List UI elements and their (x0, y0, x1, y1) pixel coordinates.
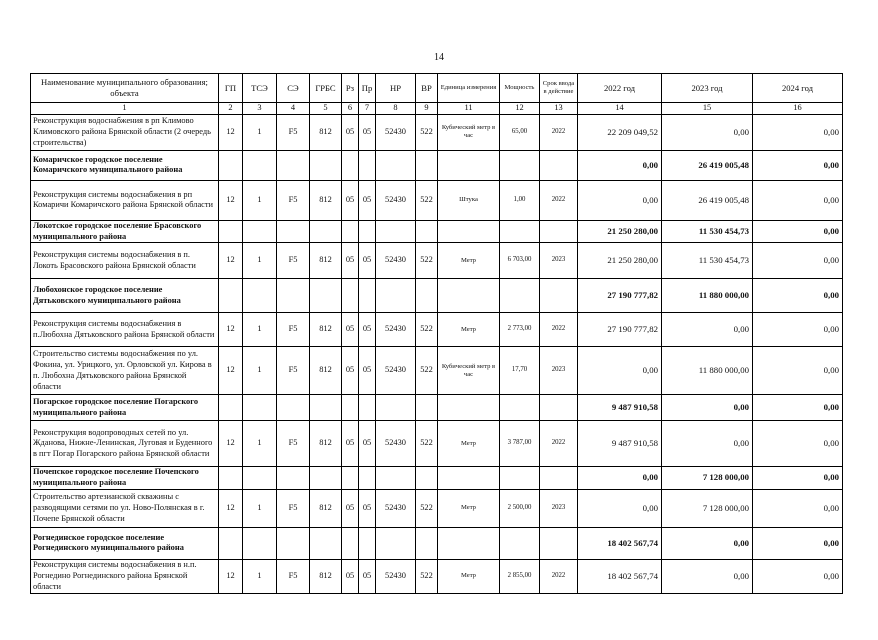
cell-tse: 1 (243, 243, 277, 279)
cell-se (277, 395, 310, 421)
cell-vr: 522 (416, 243, 438, 279)
cell-gp: 12 (219, 243, 243, 279)
table-row (31, 489, 843, 527)
object-name: Реконструкция системы водоснабжения в п. Локоть Брасовского района Брянской области (31, 243, 219, 279)
header-capacity: Мощность (500, 74, 540, 103)
cell-capacity (500, 220, 540, 243)
cell-pr (359, 220, 376, 243)
cell-se: F5 (277, 347, 310, 395)
section-row (31, 527, 843, 559)
cell-unit: Кубический метр в час (438, 114, 500, 150)
cell-vr: 522 (416, 180, 438, 220)
cell-nr (376, 395, 416, 421)
cell-grbs: 812 (310, 347, 342, 395)
cell-capacity: 2 773,00 (500, 313, 540, 347)
cell-deadline (540, 220, 578, 243)
cell-gp: 12 (219, 114, 243, 150)
cell-vr (416, 395, 438, 421)
section-row (31, 220, 843, 243)
cell-rz: 05 (342, 114, 359, 150)
cell-se (277, 467, 310, 490)
object-name: Рогнединское городское поселение Рогнединского муниципального района (31, 527, 219, 559)
cell-gp (219, 527, 243, 559)
cell-deadline: 2023 (540, 347, 578, 395)
section-row (31, 279, 843, 313)
cell-2023: 0,00 (662, 527, 753, 559)
cell-pr: 05 (359, 347, 376, 395)
cell-2022: 22 209 049,52 (578, 114, 662, 150)
cell-tse: 1 (243, 313, 277, 347)
cell-nr (376, 220, 416, 243)
page-number: 14 (434, 52, 444, 63)
cell-2024: 0,00 (753, 150, 843, 180)
cell-capacity: 2 500,00 (500, 489, 540, 527)
cell-2022: 0,00 (578, 150, 662, 180)
cell-nr: 52430 (376, 421, 416, 467)
cell-nr (376, 527, 416, 559)
column-number: 16 (753, 103, 843, 115)
table-row (31, 313, 843, 347)
cell-tse (243, 150, 277, 180)
cell-deadline: 2022 (540, 180, 578, 220)
column-number: 15 (662, 103, 753, 115)
column-number-row (31, 103, 843, 115)
column-number: 13 (540, 103, 578, 115)
cell-grbs (310, 467, 342, 490)
cell-se: F5 (277, 243, 310, 279)
column-number: 9 (416, 103, 438, 115)
cell-capacity: 1,00 (500, 180, 540, 220)
cell-nr: 52430 (376, 114, 416, 150)
cell-vr (416, 467, 438, 490)
cell-2023: 11 530 454,73 (662, 243, 753, 279)
object-name: Погарское городское поселение Погарского муниципального района (31, 395, 219, 421)
cell-nr: 52430 (376, 347, 416, 395)
cell-grbs: 812 (310, 559, 342, 593)
header-nr: НР (376, 74, 416, 103)
column-number: 6 (342, 103, 359, 115)
section-row (31, 467, 843, 490)
cell-gp (219, 150, 243, 180)
cell-se: F5 (277, 313, 310, 347)
cell-rz: 05 (342, 243, 359, 279)
cell-2022: 21 250 280,00 (578, 220, 662, 243)
table-row (31, 243, 843, 279)
cell-unit (438, 220, 500, 243)
cell-capacity (500, 395, 540, 421)
cell-2024: 0,00 (753, 243, 843, 279)
cell-grbs: 812 (310, 114, 342, 150)
cell-2022: 0,00 (578, 347, 662, 395)
cell-se: F5 (277, 559, 310, 593)
cell-2022: 0,00 (578, 180, 662, 220)
object-name: Реконструкция водоснабжения в рп Климово Климовского района Брянской области (2 очередь строительства) (31, 114, 219, 150)
cell-grbs (310, 220, 342, 243)
cell-tse: 1 (243, 347, 277, 395)
cell-tse (243, 220, 277, 243)
section-row (31, 395, 843, 421)
cell-2022: 0,00 (578, 489, 662, 527)
header-vr: ВР (416, 74, 438, 103)
cell-pr: 05 (359, 559, 376, 593)
cell-pr (359, 279, 376, 313)
section-row (31, 150, 843, 180)
cell-deadline (540, 395, 578, 421)
cell-rz: 05 (342, 180, 359, 220)
cell-gp (219, 467, 243, 490)
cell-grbs: 812 (310, 243, 342, 279)
cell-2024: 0,00 (753, 220, 843, 243)
cell-2024: 0,00 (753, 180, 843, 220)
cell-pr: 05 (359, 421, 376, 467)
cell-capacity: 6 703,00 (500, 243, 540, 279)
cell-deadline: 2022 (540, 421, 578, 467)
header-se: СЭ (277, 74, 310, 103)
cell-se: F5 (277, 421, 310, 467)
cell-unit (438, 527, 500, 559)
cell-unit: Метр (438, 313, 500, 347)
cell-grbs (310, 395, 342, 421)
cell-vr (416, 150, 438, 180)
cell-2023: 0,00 (662, 421, 753, 467)
cell-rz (342, 150, 359, 180)
cell-2023: 0,00 (662, 114, 753, 150)
cell-rz (342, 467, 359, 490)
cell-unit: Кубический метр в час (438, 347, 500, 395)
cell-2022: 18 402 567,74 (578, 559, 662, 593)
cell-gp: 12 (219, 180, 243, 220)
cell-nr: 52430 (376, 243, 416, 279)
cell-tse: 1 (243, 421, 277, 467)
cell-rz: 05 (342, 489, 359, 527)
column-number: 12 (500, 103, 540, 115)
object-name: Почепское городское поселение Почепского муниципального района (31, 467, 219, 490)
cell-nr: 52430 (376, 180, 416, 220)
table-row (31, 421, 843, 467)
object-name: Любохонское городское поселение Дятьковского муниципального района (31, 279, 219, 313)
column-number: 3 (243, 103, 277, 115)
object-name: Реконструкция системы водоснабжения в н.п. Рогнедино Рогнединского района Брянской области (31, 559, 219, 593)
cell-gp (219, 279, 243, 313)
cell-2022: 21 250 280,00 (578, 243, 662, 279)
table-row (31, 180, 843, 220)
cell-se (277, 279, 310, 313)
cell-rz: 05 (342, 313, 359, 347)
cell-2022: 27 190 777,82 (578, 279, 662, 313)
column-number: 14 (578, 103, 662, 115)
header-grbs: ГРБС (310, 74, 342, 103)
cell-nr: 52430 (376, 313, 416, 347)
cell-tse (243, 279, 277, 313)
cell-pr (359, 150, 376, 180)
cell-2023: 26 419 005,48 (662, 180, 753, 220)
cell-grbs (310, 279, 342, 313)
cell-deadline: 2022 (540, 114, 578, 150)
cell-capacity (500, 467, 540, 490)
cell-vr: 522 (416, 114, 438, 150)
cell-deadline (540, 279, 578, 313)
header-tse: ТСЭ (243, 74, 277, 103)
cell-2024: 0,00 (753, 421, 843, 467)
cell-nr (376, 150, 416, 180)
cell-gp: 12 (219, 489, 243, 527)
cell-tse: 1 (243, 180, 277, 220)
header-2023: 2023 год (662, 74, 753, 103)
cell-2024: 0,00 (753, 313, 843, 347)
cell-capacity: 2 855,00 (500, 559, 540, 593)
cell-2023: 11 880 000,00 (662, 347, 753, 395)
cell-grbs: 812 (310, 421, 342, 467)
header-2024: 2024 год (753, 74, 843, 103)
header-unit: Единица измерения (438, 74, 500, 103)
column-number: 7 (359, 103, 376, 115)
cell-capacity: 3 787,00 (500, 421, 540, 467)
cell-2022: 9 487 910,58 (578, 395, 662, 421)
cell-se (277, 527, 310, 559)
cell-grbs: 812 (310, 489, 342, 527)
column-number: 2 (219, 103, 243, 115)
cell-capacity (500, 527, 540, 559)
cell-capacity (500, 279, 540, 313)
cell-deadline (540, 467, 578, 490)
cell-vr: 522 (416, 347, 438, 395)
cell-gp: 12 (219, 559, 243, 593)
cell-rz: 05 (342, 421, 359, 467)
cell-unit (438, 395, 500, 421)
cell-deadline: 2023 (540, 489, 578, 527)
header-gp: ГП (219, 74, 243, 103)
column-number: 8 (376, 103, 416, 115)
cell-2024: 0,00 (753, 559, 843, 593)
object-name: Строительство системы водоснабжения по ул. Фокина, ул. Урицкого, ул. Орловской ул. Кирова в п. Любохна Дятьковского района Брянской области (31, 347, 219, 395)
cell-vr (416, 527, 438, 559)
header-name: Наименование муниципального образования; объекта (31, 74, 219, 103)
cell-grbs (310, 150, 342, 180)
column-number: 1 (31, 103, 219, 115)
cell-2022: 27 190 777,82 (578, 313, 662, 347)
cell-se: F5 (277, 180, 310, 220)
cell-tse: 1 (243, 489, 277, 527)
cell-capacity: 65,00 (500, 114, 540, 150)
cell-tse: 1 (243, 559, 277, 593)
cell-2024: 0,00 (753, 489, 843, 527)
table-row (31, 347, 843, 395)
cell-2023: 7 128 000,00 (662, 467, 753, 490)
cell-gp (219, 395, 243, 421)
cell-vr: 522 (416, 559, 438, 593)
cell-2023: 0,00 (662, 313, 753, 347)
object-name: Строительство артезианской скважины с разводящими сетями по ул. Ново-Полянская в г. Почепе Брянской области (31, 489, 219, 527)
column-number: 4 (277, 103, 310, 115)
cell-pr: 05 (359, 489, 376, 527)
cell-unit (438, 150, 500, 180)
cell-vr (416, 279, 438, 313)
column-number: 11 (438, 103, 500, 115)
cell-deadline: 2022 (540, 559, 578, 593)
object-name: Реконструкция системы водоснабжения в п.Любохна Дятьковского района Брянской области (31, 313, 219, 347)
cell-vr: 522 (416, 421, 438, 467)
cell-pr (359, 467, 376, 490)
cell-vr: 522 (416, 313, 438, 347)
cell-unit (438, 279, 500, 313)
cell-nr (376, 467, 416, 490)
cell-unit: Штука (438, 180, 500, 220)
cell-deadline: 2023 (540, 243, 578, 279)
cell-se: F5 (277, 489, 310, 527)
cell-2024: 0,00 (753, 347, 843, 395)
cell-pr: 05 (359, 243, 376, 279)
header-pr: Пр (359, 74, 376, 103)
cell-rz: 05 (342, 559, 359, 593)
cell-2023: 7 128 000,00 (662, 489, 753, 527)
cell-capacity: 17,70 (500, 347, 540, 395)
cell-deadline (540, 150, 578, 180)
cell-vr (416, 220, 438, 243)
cell-unit (438, 467, 500, 490)
cell-capacity (500, 150, 540, 180)
cell-vr: 522 (416, 489, 438, 527)
cell-pr: 05 (359, 313, 376, 347)
object-name: Реконструкция системы водоснабжения в рп Комаричи Комаричского района Брянской области (31, 180, 219, 220)
header-deadline: Срок ввода в действие (540, 74, 578, 103)
header-rz: Рз (342, 74, 359, 103)
cell-2023: 0,00 (662, 559, 753, 593)
cell-tse (243, 467, 277, 490)
cell-2022: 0,00 (578, 467, 662, 490)
cell-grbs: 812 (310, 313, 342, 347)
object-name: Локотское городское поселение Брасовского муниципального района (31, 220, 219, 243)
cell-2024: 0,00 (753, 527, 843, 559)
cell-nr: 52430 (376, 559, 416, 593)
cell-unit: Метр (438, 421, 500, 467)
cell-se (277, 150, 310, 180)
cell-tse (243, 527, 277, 559)
cell-unit: Метр (438, 243, 500, 279)
cell-pr (359, 395, 376, 421)
cell-pr: 05 (359, 180, 376, 220)
column-number: 5 (310, 103, 342, 115)
header-row (31, 74, 843, 103)
cell-gp: 12 (219, 347, 243, 395)
cell-gp: 12 (219, 421, 243, 467)
cell-2024: 0,00 (753, 114, 843, 150)
cell-2022: 9 487 910,58 (578, 421, 662, 467)
cell-deadline (540, 527, 578, 559)
cell-se: F5 (277, 114, 310, 150)
cell-rz (342, 527, 359, 559)
cell-se (277, 220, 310, 243)
cell-gp (219, 220, 243, 243)
cell-rz: 05 (342, 347, 359, 395)
cell-grbs: 812 (310, 180, 342, 220)
cell-pr: 05 (359, 114, 376, 150)
table-body (31, 114, 843, 593)
cell-unit: Метр (438, 489, 500, 527)
cell-2023: 11 530 454,73 (662, 220, 753, 243)
cell-2022: 18 402 567,74 (578, 527, 662, 559)
cell-2023: 11 880 000,00 (662, 279, 753, 313)
cell-nr (376, 279, 416, 313)
header-2022: 2022 год (578, 74, 662, 103)
cell-rz (342, 395, 359, 421)
cell-tse: 1 (243, 114, 277, 150)
cell-pr (359, 527, 376, 559)
table-row (31, 559, 843, 593)
object-name: Реконструкция водопроводных сетей по ул. Жданова, Нижне-Ленинская, Луговая и Буденного в пгт Погар Погарского района Брянской области (31, 421, 219, 467)
object-name: Комаричское городское поселение Комаричского муниципального района (31, 150, 219, 180)
cell-2024: 0,00 (753, 279, 843, 313)
cell-2023: 26 419 005,48 (662, 150, 753, 180)
cell-rz (342, 220, 359, 243)
cell-gp: 12 (219, 313, 243, 347)
cell-grbs (310, 527, 342, 559)
funding-table (30, 73, 843, 594)
cell-rz (342, 279, 359, 313)
cell-2024: 0,00 (753, 467, 843, 490)
cell-tse (243, 395, 277, 421)
table-row (31, 114, 843, 150)
cell-unit: Метр (438, 559, 500, 593)
cell-2024: 0,00 (753, 395, 843, 421)
cell-deadline: 2022 (540, 313, 578, 347)
cell-nr: 52430 (376, 489, 416, 527)
cell-2023: 0,00 (662, 395, 753, 421)
